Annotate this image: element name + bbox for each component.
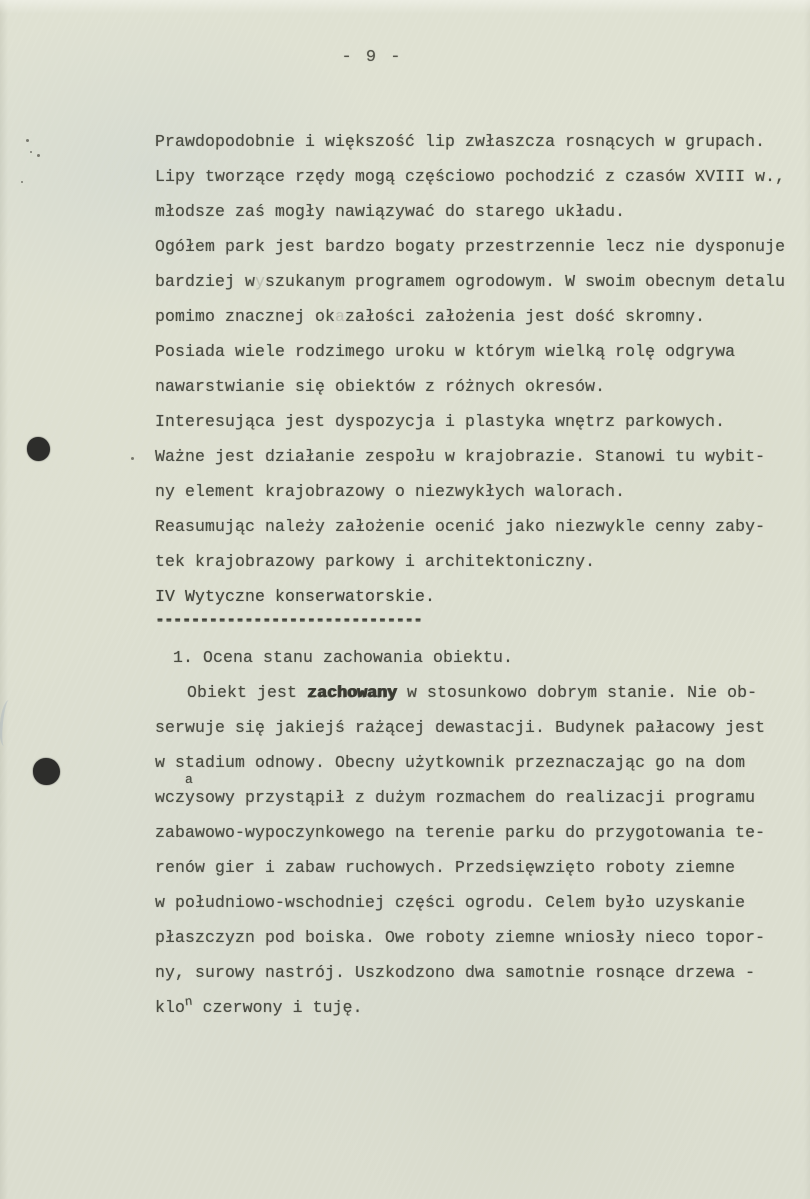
text-line: serwuje się jakiejś rażącej dewastacji. Budynek pałacowy jest [155,718,766,737]
text-line: w stadium odnowy. Obecny użytkownik przeznaczając go na dom [155,753,746,772]
typewritten-text-block [155,124,805,1025]
hole-punch-ink-dot [27,437,50,461]
text-segment: n [184,994,194,1010]
ink-speck [26,139,29,142]
text-line [155,299,805,334]
text-segment: wcz [155,788,186,807]
heading-underline: ------------------------------ [155,610,423,629]
ink-speck [21,181,23,183]
ink-speck [30,151,32,153]
pencil-mark [0,699,15,746]
text-line: płaszczyzn pod boiska. Owe roboty ziemne wniosły nieco topor- [155,928,766,947]
ink-speck [37,154,40,157]
text-segment: sowy przystąpił z dużym rozmachem do realizacji programu [195,788,756,807]
text-line [155,990,805,1025]
text-line: młodsze zaś mogły nawiązywać do starego układu. [155,202,626,221]
text-line: Lipy tworzące rzędy mogą częściowo pochodzić z czasów XVIII w., [155,167,786,186]
text-line: Reasumując należy założenie ocenić jako niezwykle cenny zaby- [155,517,766,536]
text-line: Posiada wiele rodzimego uroku w którym wielką rolę odgrywa [155,342,736,361]
text-line [187,675,805,710]
text-segment: Obiekt jest [187,683,308,702]
text-segment: y [255,272,266,291]
text-line: zabawowo-wypoczynkowego na terenie parku do przygotowania te- [155,823,766,842]
text-line: ny element krajobrazowy o niezwykłych walorach. [155,482,626,501]
text-segment: w stosunkowo dobrym stanie. Nie ob- [397,683,758,702]
text-segment: klo [155,998,186,1017]
text-line: renów gier i zabaw ruchowych. Przedsięwzięto roboty ziemne [155,858,736,877]
ink-speck [131,457,134,460]
text-line: tek krajobrazowy parkowy i architektoniczny. [155,552,596,571]
text-segment: a [335,307,346,326]
text-line [155,264,805,299]
hole-punch-ink-dot [33,758,60,785]
text-segment: załości założenia jest dość skromny. [345,307,706,326]
text-segment: y a [185,772,196,807]
text-segment: czerwony i tuję. [192,998,363,1017]
text-line: ny, surowy nastrój. Uszkodzono dwa samotnie rosnące drzewa - [155,963,756,982]
text-line: nawarstwianie się obiektów z różnych okresów. [155,377,606,396]
text-line: w południowo-wschodniej części ogrodu. Celem było uzyskanie [155,893,746,912]
text-line: Ważne jest działanie zespołu w krajobrazie. Stanowi tu wybit- [155,447,766,466]
text-line: Ogółem park jest bardzo bogaty przestrzennie lecz nie dysponuje [155,237,786,256]
typed-correction: a [185,772,193,787]
text-segment: zachowany [307,683,398,702]
text-line: 1. Ocena stanu zachowania obiektu. [173,648,514,667]
text-line: Prawdopodobnie i większość lip zwłaszcza rosnących w grupach. [155,132,766,151]
page-number: - 9 - [341,48,403,67]
section-heading: IV Wytyczne konserwatorskie. [155,587,436,606]
text-line: Interesująca jest dyspozycja i plastyka wnętrz parkowych. [155,412,726,431]
text-segment: pomimo znacznej ok [155,307,336,326]
text-segment: szukanym programem ogrodowym. W swoim obecnym detalu [265,272,786,291]
text-segment: bardziej w [155,272,256,291]
text-line [155,772,805,815]
